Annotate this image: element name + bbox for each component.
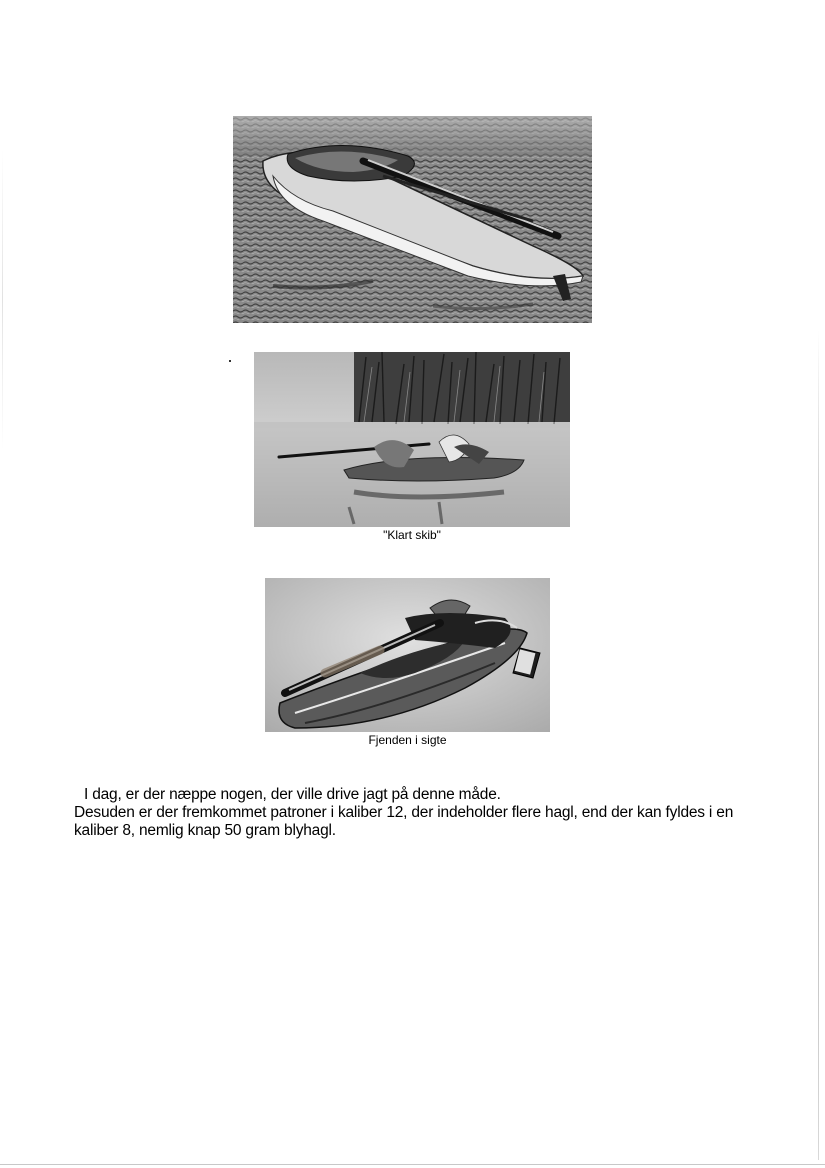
photo-hunter-in-reeds: [254, 352, 570, 527]
scan-edge-left: [2, 150, 3, 450]
scan-speck: [229, 360, 231, 362]
body-text: [74, 786, 774, 840]
photo-hunter-aiming: [265, 578, 550, 732]
boat-photo-icon: [233, 116, 592, 323]
text-line-1: I dag, er der næppe nogen, der ville drive jagt på denne måde.: [84, 786, 501, 803]
text-paragraph-2: Desuden er der fremkommet patroner i kaliber 12, der indeholder flere hagl, end der kan fyldes i en kaliber 8, nemlig knap 50 gram blyhagl.: [74, 804, 734, 839]
hunter-boat-photo-icon: [265, 578, 550, 732]
photo-caption-klart-skib: "Klart skib": [383, 528, 441, 542]
photo-caption-fjenden-i-sigte: Fjenden i sigte: [368, 733, 447, 747]
scan-edge-right: [818, 330, 819, 1160]
boat-reeds-photo-icon: [254, 352, 570, 527]
scan-edge-bottom: [0, 1164, 825, 1165]
photo-boat-on-water: [233, 116, 592, 323]
